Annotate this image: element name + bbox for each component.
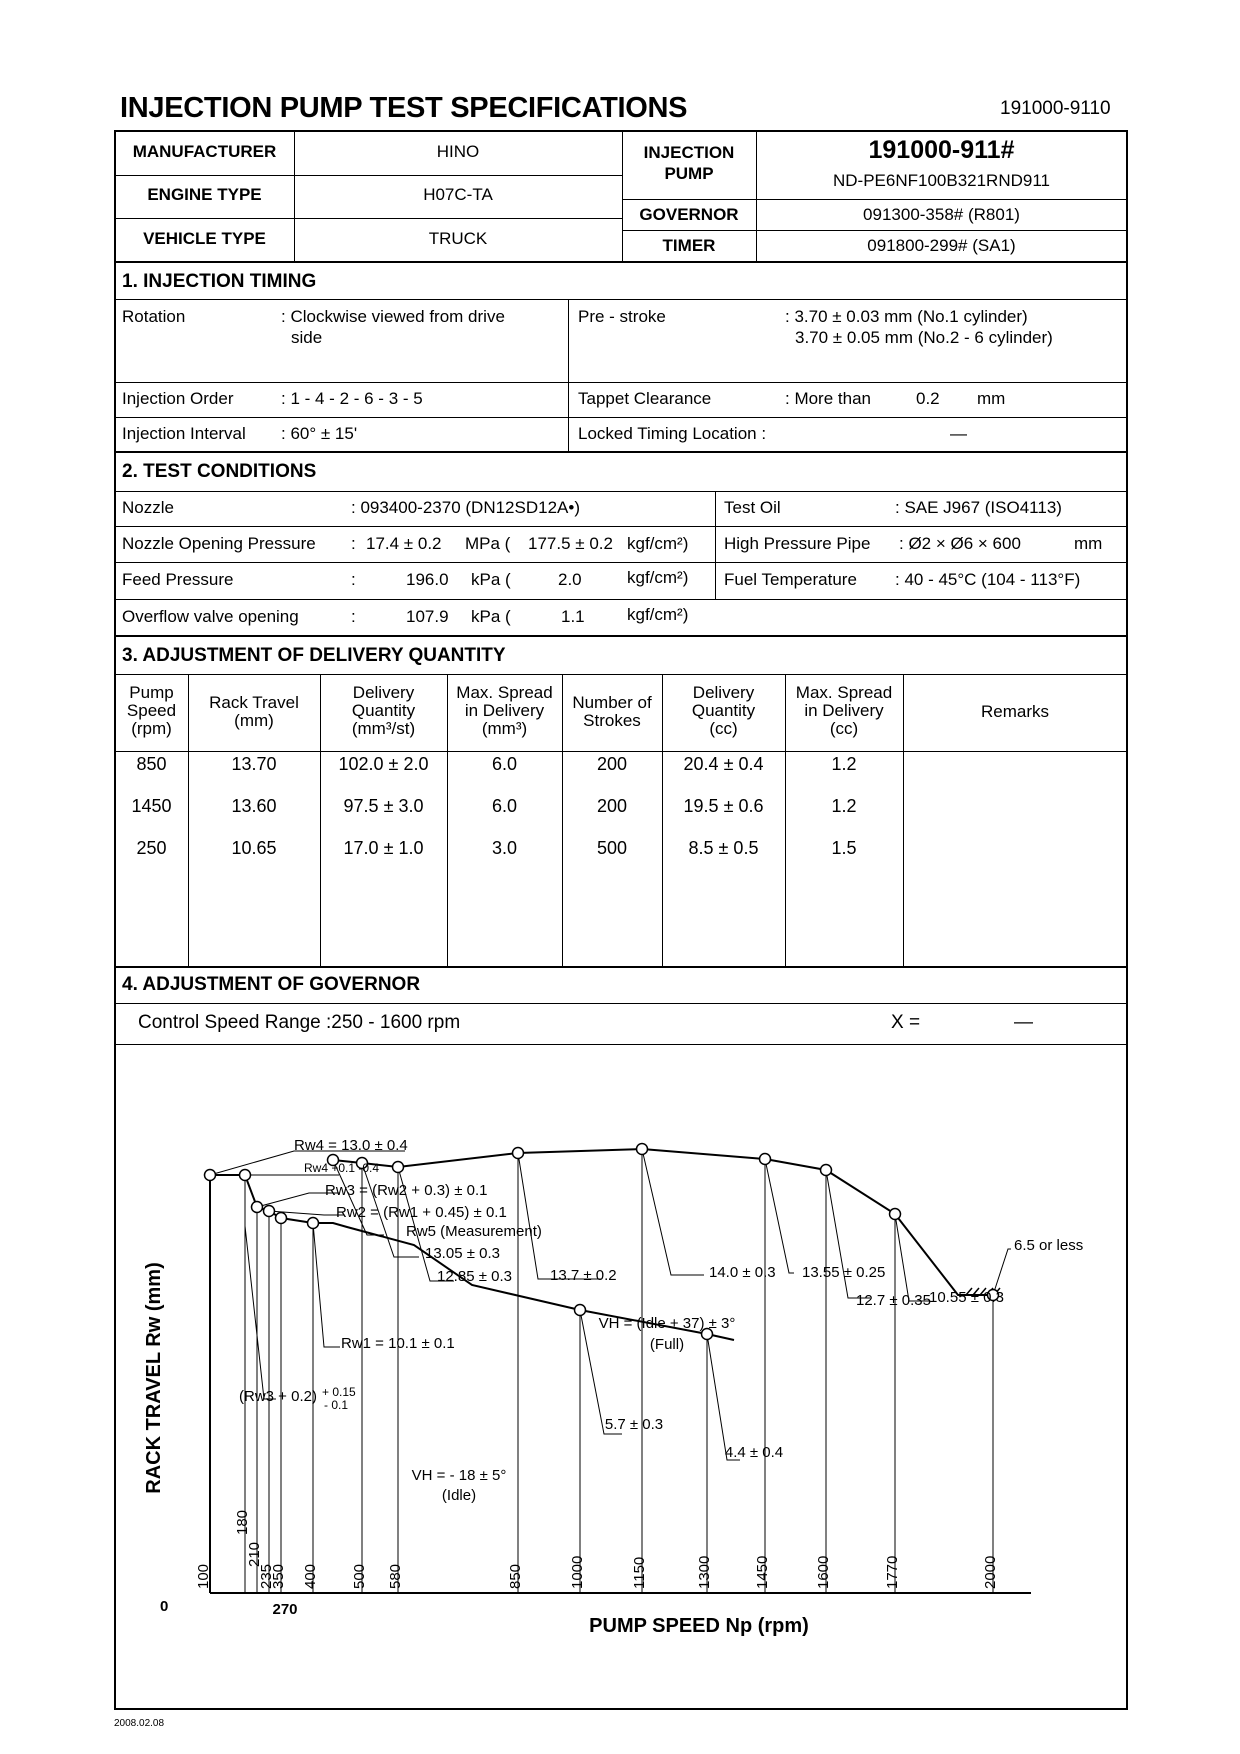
col-header-delivery-mm3-l1: Delivery: [352, 683, 415, 702]
high-pressure-pipe-unit: mm: [1074, 534, 1103, 553]
prestroke-value-2: 3.70 ± 0.05 mm (No.2 - 6 cylinder): [795, 328, 1053, 347]
chart-annotation: VH = (Idle + 37) ± 3°: [598, 1315, 736, 1332]
injection-interval-label: Injection Interval: [122, 424, 246, 443]
control-speed-range: Control Speed Range :250 - 1600 rpm: [138, 1012, 461, 1033]
curve-point-marker: [637, 1144, 648, 1155]
x-tick-label: 1450: [754, 1555, 771, 1589]
nop-unit: MPa (: [465, 534, 511, 553]
col-header-spread-mm3-l2: in Delivery: [464, 701, 545, 720]
callout-leader-line: [895, 1214, 929, 1301]
x-tick-label: 1770: [884, 1555, 901, 1589]
curve-point-marker: [760, 1154, 771, 1165]
feed-value: 196.0: [406, 570, 449, 589]
curve-point-marker: [276, 1213, 287, 1224]
engine-type-value: H07C-TA: [423, 185, 493, 204]
curve-point-marker: [308, 1218, 319, 1229]
delivery-cell: 850: [136, 754, 167, 774]
nop-kgf-unit: kgf/cm²): [627, 534, 689, 553]
manufacturer-value: HINO: [436, 142, 480, 161]
chart-annotation: (Idle): [441, 1487, 477, 1504]
nop-colon: :: [351, 534, 356, 553]
locked-timing-value: —: [950, 424, 967, 443]
delivery-cell: 20.4 ± 0.4: [683, 754, 764, 774]
chart-annotation: 12.7 ± 0.35: [856, 1292, 931, 1309]
section-governor: 4. ADJUSTMENT OF GOVERNOR: [122, 974, 421, 995]
governor-chart: [114, 1045, 1128, 1708]
injection-order-label: Injection Order: [122, 389, 234, 408]
col-header-pump-speed-l3: (rpm): [131, 719, 172, 738]
callout-leader-line: [313, 1223, 340, 1347]
col-header-rack-travel-l1: Rack Travel: [209, 693, 299, 712]
chart-annotation: Rw4 +0.1 -0.4: [304, 1161, 380, 1175]
x-tick-label: 500: [351, 1563, 368, 1589]
governor-label: GOVERNOR: [639, 205, 739, 224]
col-header-delivery-cc-l3: (cc): [709, 719, 738, 738]
tappet-label: Tappet Clearance: [578, 389, 712, 408]
col-header-strokes: [562, 694, 662, 730]
overflow-value: 107.9: [406, 607, 449, 626]
high-pressure-pipe-value: : Ø2 × Ø6 × 600: [899, 534, 1021, 553]
delivery-cell: 3.0: [491, 838, 518, 858]
chart-annotation: Rw3 = (Rw2 + 0.3) ± 0.1: [325, 1182, 488, 1199]
section-test-conditions: 2. TEST CONDITIONS: [122, 461, 317, 482]
curve-point-marker: [513, 1148, 524, 1159]
chart-annotation: Rw2 = (Rw1 + 0.45) ± 0.1: [336, 1204, 507, 1221]
chart-annotation: 4.4 ± 0.4: [724, 1444, 784, 1461]
col-header-rack-travel: [188, 694, 320, 730]
governor-curve-line: [333, 1149, 993, 1295]
col-header-pump-speed: [115, 684, 188, 738]
governor-value: 091300-358# (R801): [863, 205, 1020, 224]
chart-annotation: 6.5 or less: [1014, 1237, 1084, 1254]
x-tick-label: 1150: [631, 1556, 648, 1589]
chart-annotation: (Full): [649, 1336, 685, 1353]
nozzle-opening-pressure-label: Nozzle Opening Pressure: [122, 534, 316, 553]
engine-type-label: ENGINE TYPE: [147, 185, 262, 204]
injection-order-value: : 1 - 4 - 2 - 6 - 3 - 5: [281, 389, 423, 408]
x-tick-label: 1300: [696, 1555, 713, 1589]
x-axis-label: PUMP SPEED Np (rpm): [589, 1615, 809, 1637]
fuel-temperature-label: Fuel Temperature: [724, 570, 857, 589]
col-header-delivery-cc: [662, 684, 785, 738]
chart-annotation: 5.7 ± 0.3: [604, 1416, 664, 1433]
injection-interval-value: : 60° ± 15': [281, 424, 358, 443]
rotation-value-2: side: [291, 328, 323, 347]
origin-label: 0: [160, 1598, 169, 1615]
print-date: 2008.02.08: [114, 1718, 165, 1729]
nop-value: 17.4 ± 0.2: [366, 534, 442, 553]
feed-pressure-label: Feed Pressure: [122, 570, 234, 589]
delivery-cell: 102.0 ± 2.0: [338, 754, 429, 774]
col-header-pump-speed-l2: Speed: [126, 701, 177, 720]
test-oil-value: : SAE J967 (ISO4113): [895, 498, 1062, 517]
delivery-cell: 1.2: [831, 796, 857, 816]
prestroke-value: : 3.70 ± 0.03 mm (No.1 cylinder): [785, 307, 1028, 326]
overflow-kgf-unit: kgf/cm²): [627, 605, 689, 624]
test-oil-label: Test Oil: [724, 498, 781, 517]
delivery-cell: 19.5 ± 0.6: [683, 796, 764, 816]
vehicle-type-label: VEHICLE TYPE: [143, 229, 266, 248]
feed-kgf-value: 2.0: [558, 570, 582, 589]
delivery-cell: 250: [136, 838, 167, 858]
x-tick-label: 235: [258, 1563, 275, 1589]
injection-pump-label: INJECTION: [643, 143, 735, 162]
feed-unit: kPa (: [471, 570, 511, 589]
manufacturer-label: MANUFACTURER: [132, 142, 277, 161]
timer-label: TIMER: [662, 236, 716, 255]
chart-annotation: - 0.1: [324, 1398, 349, 1412]
curve-point-marker: [240, 1170, 251, 1181]
col-header-strokes-l2: Strokes: [583, 711, 641, 730]
col-header-rack-travel-l2: (mm): [234, 711, 274, 730]
feed-kgf-unit: kgf/cm²): [627, 568, 689, 587]
x-tick-label: 850: [507, 1563, 524, 1589]
col-header-delivery-cc-l2: Quantity: [691, 701, 756, 720]
x-tick-label: 270: [272, 1601, 298, 1618]
high-pressure-pipe-label: High Pressure Pipe: [724, 534, 871, 553]
delivery-cell: 13.70: [231, 754, 277, 774]
document-number: 191000-9110: [1000, 98, 1111, 119]
injection-pump-label-2: PUMP: [664, 164, 714, 183]
col-header-delivery-mm3-l3: (mm³/st): [351, 719, 416, 738]
curve-point-marker: [252, 1202, 263, 1213]
col-header-remarks-l1: Remarks: [980, 702, 1049, 721]
col-header-spread-mm3-l3: (mm³): [481, 719, 528, 738]
pump-number: 191000-911#: [868, 136, 1015, 164]
delivery-cell: 500: [596, 838, 628, 858]
timer-value: 091800-299# (SA1): [867, 236, 1016, 255]
tappet-value: 0.2: [916, 389, 940, 408]
chart-annotation: VH = - 18 ± 5°: [411, 1467, 507, 1484]
delivery-cell: 1450: [131, 796, 172, 816]
curve-point-marker: [393, 1162, 404, 1173]
fuel-temperature-value: : 40 - 45°C (104 - 113°F): [895, 570, 1081, 589]
pump-model: ND-PE6NF100B321RND911: [832, 171, 1050, 190]
feed-colon: :: [351, 570, 356, 589]
chart-annotation: 12.85 ± 0.3: [437, 1268, 512, 1285]
col-header-spread-mm3: [447, 684, 562, 738]
col-header-spread-cc-l3: (cc): [829, 719, 859, 738]
locked-timing-label: Locked Timing Location :: [578, 424, 767, 443]
annotation-labels: [239, 1137, 1083, 1504]
col-header-spread-cc: [785, 684, 903, 738]
section-delivery-quantity: 3. ADJUSTMENT OF DELIVERY QUANTITY: [122, 645, 506, 666]
x-tick-label: 180: [234, 1509, 251, 1535]
y-axis-label: RACK TRAVEL Rw (mm): [143, 1262, 165, 1494]
delivery-cell: 17.0 ± 1.0: [343, 838, 424, 858]
col-header-delivery-cc-l1: Delivery: [692, 683, 755, 702]
nop-kgf-value: 177.5 ± 0.2: [528, 534, 613, 553]
curve-point-marker: [575, 1305, 586, 1316]
prestroke-label: Pre - stroke: [578, 307, 666, 326]
x-tick-label: 210: [246, 1541, 263, 1567]
delivery-cell: 13.60: [231, 796, 277, 816]
page-title: INJECTION PUMP TEST SPECIFICATIONS: [120, 92, 688, 124]
delivery-cell: 6.0: [491, 754, 518, 774]
col-header-spread-cc-l1: Max. Spread: [795, 683, 893, 702]
overflow-kgf-value: 1.1: [561, 607, 585, 626]
callout-leader-line: [518, 1153, 601, 1279]
x-tick-label: 1600: [815, 1555, 832, 1589]
chart-annotation: (Rw3 + 0.2): [239, 1388, 317, 1405]
x-tick-label: 100: [195, 1563, 212, 1589]
chart-annotation: 10.55 ± 0.3: [929, 1289, 1004, 1306]
x-tick-labels: [195, 1510, 999, 1618]
vehicle-type-value: TRUCK: [428, 229, 488, 248]
x-tick-label: 350: [270, 1563, 287, 1589]
tappet-unit: mm: [977, 389, 1006, 408]
col-header-pump-speed-l1: Pump: [129, 683, 174, 702]
curve-point-marker: [821, 1165, 832, 1176]
x-tick-label: 1000: [569, 1555, 586, 1589]
rotation-value: : Clockwise viewed from drive: [281, 307, 505, 326]
governor-curves: [210, 1149, 1000, 1340]
chart-annotation: 13.7 ± 0.2: [550, 1267, 617, 1284]
overflow-unit: kPa (: [471, 607, 511, 626]
delivery-cell: 200: [596, 796, 628, 816]
section-injection-timing: 1. INJECTION TIMING: [122, 271, 317, 292]
x-tick-label: 400: [302, 1563, 319, 1589]
col-header-spread-cc-l2: in Delivery: [804, 701, 884, 720]
delivery-cell: 97.5 ± 3.0: [343, 796, 424, 816]
delivery-cell: 1.5: [831, 838, 857, 858]
curve-point-marker: [890, 1209, 901, 1220]
chart-annotation: 13.05 ± 0.3: [425, 1245, 500, 1262]
callout-leader-line: [765, 1159, 794, 1273]
rotation-label: Rotation: [122, 307, 186, 326]
tappet-prefix: : More than: [785, 389, 871, 408]
nozzle-label: Nozzle: [122, 498, 174, 517]
x-tick-label: 580: [387, 1563, 404, 1589]
col-header-delivery-mm3-l2: Quantity: [351, 701, 416, 720]
overflow-colon: :: [351, 607, 356, 626]
col-header-spread-mm3-l1: Max. Spread: [456, 683, 553, 702]
col-header-delivery-mm3: [320, 684, 447, 738]
curve-point-marker: [205, 1170, 216, 1181]
curve-point-marker: [264, 1206, 275, 1217]
delivery-cell: 10.65: [231, 838, 277, 858]
chart-annotation: 14.0 ± 0.3: [709, 1264, 776, 1281]
delivery-cell: 6.0: [491, 796, 518, 816]
chart-annotation: Rw5 (Measurement): [406, 1223, 542, 1240]
chart-annotation: 13.55 ± 0.25: [802, 1264, 886, 1281]
chart-annotation: Rw4 = 13.0 ± 0.4: [294, 1137, 408, 1154]
overflow-valve-label: Overflow valve opening: [122, 607, 299, 626]
delivery-cell: 200: [596, 754, 628, 774]
callout-leader-line: [707, 1334, 740, 1460]
chart-annotation: Rw1 = 10.1 ± 0.1: [341, 1335, 455, 1352]
x-value: —: [1014, 1012, 1033, 1033]
nozzle-value: : 093400-2370 (DN12SD12A•): [351, 498, 580, 517]
x-label: X =: [891, 1012, 921, 1033]
delivery-cell: 8.5 ± 0.5: [688, 838, 759, 858]
delivery-cell: 1.2: [831, 754, 857, 774]
chart-annotation: + 0.15: [322, 1385, 356, 1399]
col-header-strokes-l1: Number of: [572, 693, 652, 712]
callout-leader-line: [642, 1149, 704, 1275]
x-tick-label: 2000: [982, 1555, 999, 1589]
callout-leader-line: [245, 1226, 276, 1399]
col-header-remarks: [903, 703, 1127, 721]
